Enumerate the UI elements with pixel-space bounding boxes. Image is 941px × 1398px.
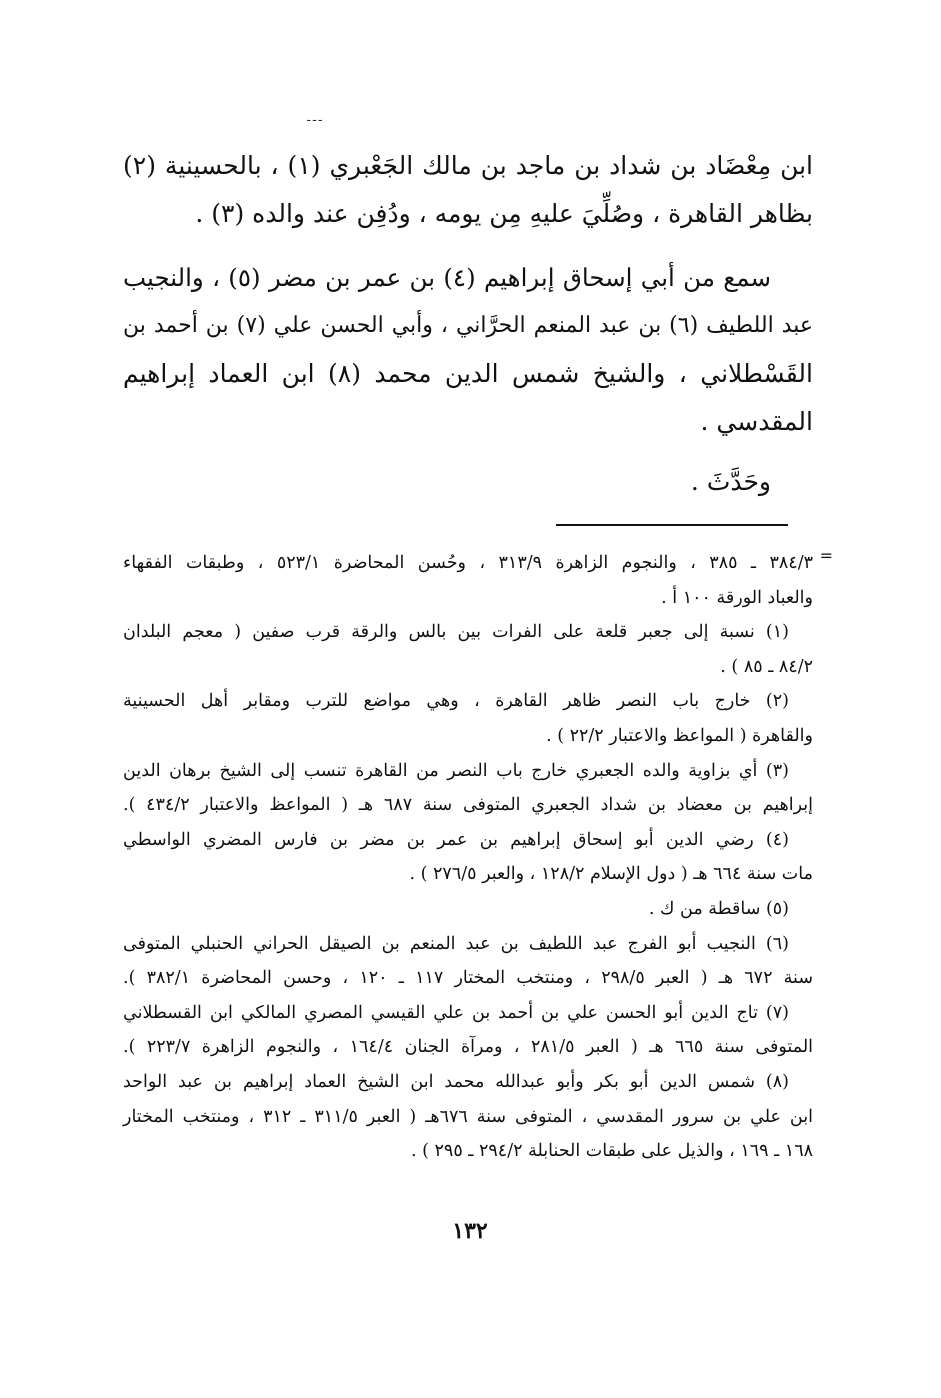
footnote-1 [123, 615, 813, 684]
footnote-line: ٣٨٤/٣ ـ ٣٨٥ ، والنجوم الزاهرة ٣١٣/٩ ، وحُسن المحاضرة ٥٢٣/١ ، وطبقات الفقهاء [123, 553, 813, 573]
footnote-line: ٨٤/٢ ـ ٨٥ ) . [720, 656, 813, 677]
footnote-line: (٤) رضي الدين أبو إسحاق إبراهيم بن عمر بن مضر بن فارس المضري الواسطي [123, 829, 789, 850]
main-paragraph-2 [123, 254, 813, 446]
page-number: ١٣٢ [452, 1218, 488, 1244]
footnote-line: (٨) شمس الدين أبو بكر وأبو عبدالله محمد ابن الشيخ العماد إبراهيم بن عبد الواحد [123, 1071, 789, 1092]
footnote-line: (٣) أي بزاوية والده الجعبري خارج باب النصر من القاهرة تنسب إلى الشيخ برهان الدين [123, 760, 789, 781]
main-paragraph-3 [123, 458, 813, 506]
footnote-line: والقاهرة ( المواعظ والاعتبار ٢٢/٢ ) . [546, 725, 813, 746]
footnote-line: ابن علي بن سرور المقدسي ، المتوفى سنة ٦٧٦هـ ( العبر ٣١١/٥ ـ ٣١٢ ، ومنتخب المختار [123, 1106, 813, 1127]
main-line: عبد اللطيف (٦) بن عبد المنعم الحرَّاني ، وأبي الحسن علي (٧) بن أحمد بن [123, 313, 813, 338]
footnote-continuation [123, 546, 833, 615]
main-line: المقدسي . [700, 407, 813, 436]
footnote-2 [123, 684, 813, 753]
main-paragraph-1 [123, 142, 813, 238]
continuation-mark: = [819, 546, 833, 565]
footnote-line: والعباد الورقة ١٠٠ أ . [661, 587, 813, 608]
footnote-8 [123, 1065, 813, 1169]
main-line: بظاهر القاهرة ، وصُلِّيَ عليهِ مِن يومه ، ودُفِن عند والده (٣) . [195, 199, 813, 228]
footnote-line: (٥) ساقطة من ك . [648, 898, 789, 919]
footnote-3 [123, 754, 813, 823]
footnote-line: سنة ٦٧٢ هـ ( العبر ٢٩٨/٥ ، ومنتخب المختار ١١٧ ـ ١٢٠ ، وحسن المحاضرة ٣٨٢/١ ). [123, 968, 813, 989]
main-line: القَسْطلاني ، والشيخ شمس الدين محمد (٨) ابن العماد إبراهيم [123, 359, 813, 388]
footnote-line: ١٦٨ ـ ١٦٩ ، والذيل على طبقات الحنابلة ٢٩٤/٢ ـ ٢٩٥ ) . [411, 1141, 813, 1162]
footnote-5 [123, 892, 813, 927]
footnote-line: (٦) النجيب أبو الفرج عبد اللطيف بن عبد المنعم بن الصيقل الحراني الحنبلي المتوفى [123, 933, 789, 954]
footnote-4 [123, 823, 813, 892]
main-line: وحَدَّثَ . [690, 467, 771, 496]
footnote-line: (٧) تاج الدين أبو الحسن علي بن أحمد بن علي القيسي المصري المالكي ابن القسطلاني [123, 1002, 789, 1023]
main-line: ابن مِعْضَاد بن شداد بن ماجد بن مالك الجَعْبري (١) ، بالحسينية (٢) [123, 151, 813, 180]
footnote-line: إبراهيم بن معضاد بن شداد الجعبري المتوفى سنة ٦٨٧ هـ ( المواعظ والاعتبار ٤٣٤/٢ ). [123, 795, 813, 816]
top-mark: --- [306, 112, 324, 128]
footnote-line: مات سنة ٦٦٤ هـ ( دول الإسلام ١٢٨/٢ ، والعبر ٢٧٦/٥ ) . [409, 864, 813, 885]
footnote-line: المتوفى سنة ٦٦٥ هـ ( العبر ٢٨١/٥ ، ومرآة الجنان ١٦٤/٤ ، والنجوم الزاهرة ٢٢٣/٧ ). [123, 1037, 814, 1058]
footnote-7 [123, 996, 813, 1065]
footnote-line: (٢) خارج باب النصر ظاهر القاهرة ، وهي مواضع للترب ومقابر أهل الحسينية [123, 691, 789, 712]
footnote-separator [556, 524, 788, 526]
main-line: سمع من أبي إسحاق إبراهيم (٤) بن عمر بن مضر (٥) ، والنجيب [123, 263, 771, 292]
footnote-6 [123, 927, 813, 996]
footnotes [123, 546, 833, 1169]
footnote-line: (١) نسبة إلى جعبر قلعة على الفرات بين بالس والرقة قرب صفين ( معجم البلدان [123, 622, 789, 643]
